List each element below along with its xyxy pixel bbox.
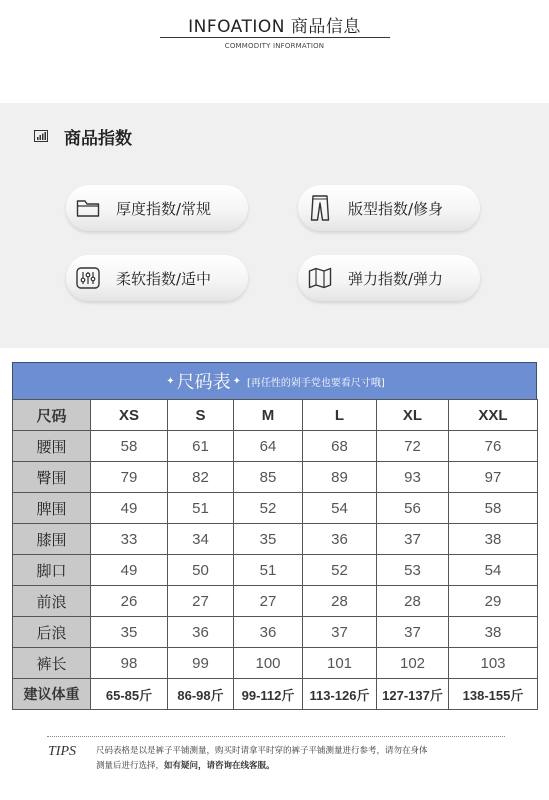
- size-table-row: [13, 555, 538, 586]
- measurement-value: 54: [303, 493, 377, 524]
- measurement-value: 58: [449, 493, 538, 524]
- measurement-value: 79: [91, 462, 168, 493]
- measurement-value: 102: [377, 648, 449, 679]
- size-table-row: [13, 493, 538, 524]
- size-table-row: [13, 524, 538, 555]
- tips-text: [96, 744, 428, 774]
- tips-line-2: [96, 759, 428, 774]
- measurement-value: 93: [377, 462, 449, 493]
- measurement-value: 28: [377, 586, 449, 617]
- measurement-value: 49: [91, 555, 168, 586]
- size-table-note: [再任性的剁手党也要看尺寸哦]: [246, 377, 385, 389]
- size-grid: [12, 399, 538, 710]
- size-header-row: [13, 400, 538, 431]
- measurement-label: 后浪: [13, 617, 91, 648]
- measurement-label: 裤长: [13, 648, 91, 679]
- measurement-value: 113-126斤: [303, 679, 377, 710]
- fit-index-pill: [298, 185, 480, 231]
- measurement-value: 28: [303, 586, 377, 617]
- measurement-label: 膝围: [13, 524, 91, 555]
- info-heading-title: 商品指数: [64, 128, 132, 149]
- measurement-value: 37: [377, 617, 449, 648]
- pants-icon: [308, 196, 332, 220]
- measurement-value: 35: [91, 617, 168, 648]
- pill-label: 弹力指数/弹力: [348, 269, 444, 288]
- header-subtitle: COMMODITY INFORMATION: [224, 42, 325, 50]
- measurement-value: 98: [91, 648, 168, 679]
- page-header: [0, 0, 549, 100]
- pill-label: 版型指数/修身: [348, 199, 444, 218]
- size-column-header: XS: [91, 400, 168, 431]
- size-table-row: [13, 431, 538, 462]
- measurement-value: 54: [449, 555, 538, 586]
- measurement-value: 51: [168, 493, 234, 524]
- size-table-row: [13, 462, 538, 493]
- measurement-value: 35: [234, 524, 303, 555]
- measurement-value: 38: [449, 524, 538, 555]
- pill-label: 柔软指数/适中: [116, 269, 212, 288]
- size-column-header: S: [168, 400, 234, 431]
- elasticity-index-pill: [298, 255, 480, 301]
- measurement-value: 68: [303, 431, 377, 462]
- size-column-header: M: [234, 400, 303, 431]
- measurement-value: 52: [234, 493, 303, 524]
- size-table-title: 尺码表: [176, 372, 231, 393]
- measurement-value: 50: [168, 555, 234, 586]
- measurement-value: 101: [303, 648, 377, 679]
- measurement-label: 脚口: [13, 555, 91, 586]
- header-divider: [160, 37, 390, 38]
- size-column-header: L: [303, 400, 377, 431]
- tips-tag: TIPS: [48, 744, 76, 759]
- map-icon: [308, 266, 332, 290]
- measurement-value: 99-112斤: [234, 679, 303, 710]
- tips-divider: [47, 736, 505, 737]
- measurement-label: 脾围: [13, 493, 91, 524]
- measurement-value: 82: [168, 462, 234, 493]
- size-table-header: [12, 362, 537, 399]
- measurement-value: 53: [377, 555, 449, 586]
- size-table-row: [13, 648, 538, 679]
- measurement-label: 臀围: [13, 462, 91, 493]
- measurement-label: 建议体重: [13, 679, 91, 710]
- measurement-value: 65-85斤: [91, 679, 168, 710]
- pill-label: 厚度指数/常规: [116, 199, 212, 218]
- measurement-value: 99: [168, 648, 234, 679]
- measurement-value: 86-98斤: [168, 679, 234, 710]
- measurement-value: 72: [377, 431, 449, 462]
- tips-line-2-bold: 如有疑问，请咨询在线客服。: [164, 761, 275, 771]
- measurement-value: 37: [377, 524, 449, 555]
- measurement-value: 138-155斤: [449, 679, 538, 710]
- size-column-header: XXL: [449, 400, 538, 431]
- measurement-value: 36: [303, 524, 377, 555]
- sliders-icon: [76, 266, 100, 290]
- measurement-value: 127-137斤: [377, 679, 449, 710]
- folder-icon: [76, 196, 100, 220]
- size-column-header: XL: [377, 400, 449, 431]
- measurement-value: 27: [234, 586, 303, 617]
- measurement-value: 37: [303, 617, 377, 648]
- measurement-value: 61: [168, 431, 234, 462]
- measurement-value: 52: [303, 555, 377, 586]
- measurement-value: 33: [91, 524, 168, 555]
- measurement-label: 前浪: [13, 586, 91, 617]
- measurement-value: 85: [234, 462, 303, 493]
- measurement-value: 64: [234, 431, 303, 462]
- measurement-value: 56: [377, 493, 449, 524]
- product-info-panel: [0, 103, 549, 348]
- measurement-value: 103: [449, 648, 538, 679]
- tips-line-1: 尺码表格是以是裤子平铺测量，购买时请拿平时穿的裤子平铺测量进行参考，请勿在身体: [96, 746, 428, 756]
- measurement-label: 腰围: [13, 431, 91, 462]
- size-table-row: [13, 617, 538, 648]
- thickness-index-pill: [66, 185, 248, 231]
- tips-line-2-plain: 测量后进行选择，: [96, 761, 165, 771]
- size-table-row: [13, 586, 538, 617]
- size-header-label: 尺码: [13, 400, 91, 431]
- measurement-value: 29: [449, 586, 538, 617]
- size-table: [12, 362, 537, 710]
- size-table-row: [13, 679, 538, 710]
- sparkle-icon: ✦: [232, 375, 241, 387]
- measurement-value: 36: [234, 617, 303, 648]
- measurement-value: 58: [91, 431, 168, 462]
- measurement-value: 89: [303, 462, 377, 493]
- softness-index-pill: [66, 255, 248, 301]
- sparkle-icon: ✦: [166, 375, 175, 387]
- measurement-value: 100: [234, 648, 303, 679]
- info-heading: [34, 125, 132, 147]
- measurement-value: 49: [91, 493, 168, 524]
- measurement-value: 36: [168, 617, 234, 648]
- measurement-value: 27: [168, 586, 234, 617]
- measurement-value: 26: [91, 586, 168, 617]
- header-title: INFOATION 商品信息: [188, 17, 361, 37]
- measurement-value: 97: [449, 462, 538, 493]
- measurement-value: 51: [234, 555, 303, 586]
- measurement-value: 34: [168, 524, 234, 555]
- measurement-value: 38: [449, 617, 538, 648]
- tips-section: [48, 744, 518, 774]
- bar-chart-icon: [34, 130, 48, 142]
- measurement-value: 76: [449, 431, 538, 462]
